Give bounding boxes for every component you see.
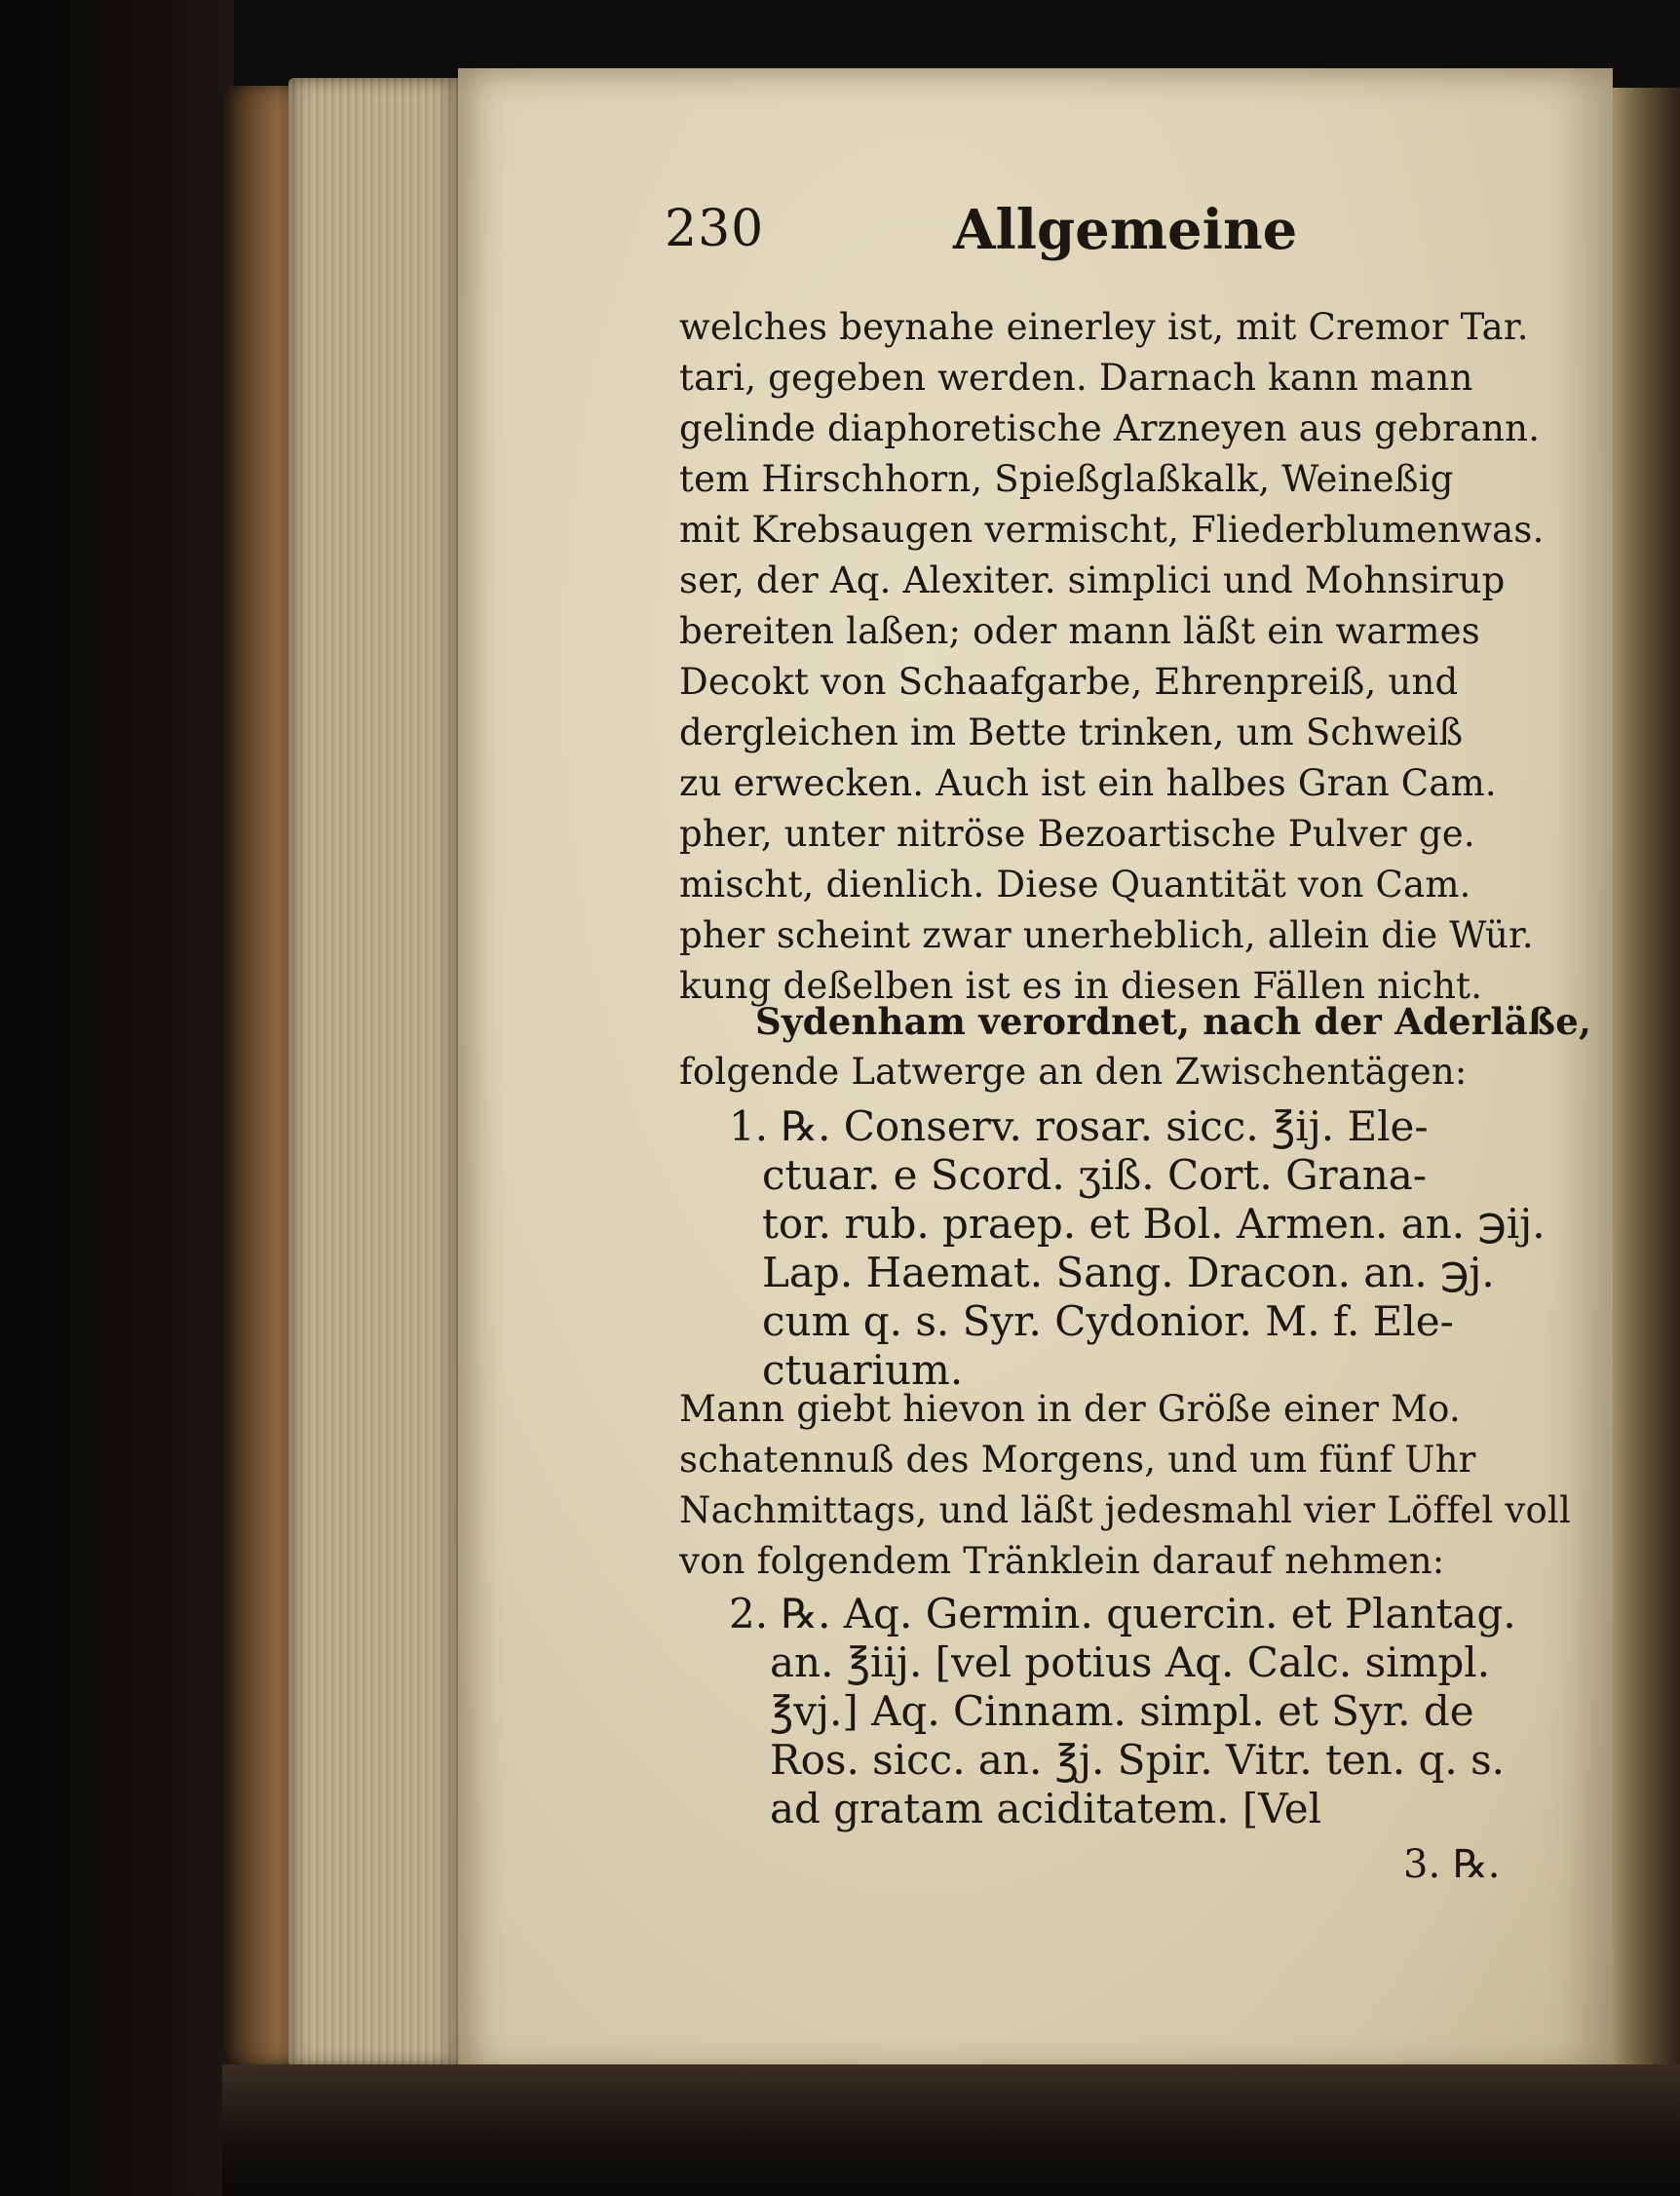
text-line: bereiten laßen; oder mann läßt ein warmes [679, 610, 1480, 652]
page-block-edges [288, 78, 462, 2066]
bottom-shadow [222, 2064, 1680, 2196]
text-line: gelinde diaphoretische Arzneyen aus gebrann. [679, 407, 1541, 449]
text-line: mit Krebsaugen vermischt, Fliederblumenwas. [679, 509, 1545, 551]
recipe-line: an. ℥iij. [vel potius Aq. Calc. simpl. [770, 1638, 1491, 1686]
text-line: ser, der Aq. Alexiter. simplici und Mohnsirup [679, 559, 1506, 601]
page-number: 230 [665, 200, 765, 258]
text-line: kung deßelben ist es in diesen Fällen nicht. [679, 965, 1483, 1007]
text-line: folgende Latwerge an den Zwischentägen: [679, 1051, 1468, 1093]
text-line: Nachmittags, und läßt jedesmahl vier Löffel voll [679, 1489, 1571, 1531]
text-line: dergleichen im Bette trinken, um Schweiß [679, 712, 1464, 753]
recipe-line: 1. ℞. Conserv. rosar. sicc. ℥ij. Ele- [729, 1102, 1429, 1150]
text-line: tari, gegeben werden. Darnach kann mann [679, 357, 1473, 399]
recipe-line: ℥vj.] Aq. Cinnam. simpl. et Syr. de [770, 1687, 1474, 1735]
text-line: Mann giebt hievon in der Größe einer Mo. [679, 1388, 1461, 1430]
recipe-line: 2. ℞. Aq. Germin. quercin. et Plantag. [729, 1590, 1516, 1637]
text-line: von folgendem Tränklein darauf nehmen: [679, 1540, 1445, 1582]
catchword: 3. ℞. [1403, 1842, 1501, 1887]
text-line: tem Hirschhorn, Spießglaßkalk, Weineßig [679, 458, 1454, 500]
page-gutter [1613, 88, 1680, 2076]
recipe-line: ad gratam aciditatem. [Vel [770, 1785, 1322, 1832]
text-line: Sydenham verordnet, nach der Aderläße, [755, 1000, 1592, 1043]
dark-background [0, 0, 234, 2196]
text-line: zu erwecken. Auch ist ein halbes Gran Cam. [679, 762, 1497, 804]
recipe-line: ctuarium. [762, 1346, 964, 1394]
recipe-line: Lap. Haemat. Sang. Dracon. an. ℈j. [762, 1249, 1495, 1296]
running-head: Allgemeine [953, 198, 1298, 262]
recipe-line: tor. rub. praep. et Bol. Armen. an. ℈ij. [762, 1200, 1546, 1248]
text-line: Decokt von Schaafgarbe, Ehrenpreiß, und [679, 661, 1459, 703]
text-line: welches beynahe einerley ist, mit Cremor Tar. [679, 306, 1529, 348]
text-line: pher, unter nitröse Bezoartische Pulver ge. [679, 813, 1475, 855]
text-line: pher scheint zwar unerheblich, allein die Wür. [679, 914, 1534, 956]
text-line: schatennuß des Morgens, und um fünf Uhr [679, 1439, 1476, 1481]
recipe-line: cum q. s. Syr. Cydonior. M. f. Ele- [762, 1297, 1454, 1345]
recipe-line: ctuar. e Scord. ʒiß. Cort. Grana- [762, 1151, 1428, 1199]
recipe-line: Ros. sicc. an. ℥j. Spir. Vitr. ten. q. s. [770, 1736, 1505, 1784]
text-line: mischt, dienlich. Diese Quantität von Cam. [679, 864, 1471, 905]
